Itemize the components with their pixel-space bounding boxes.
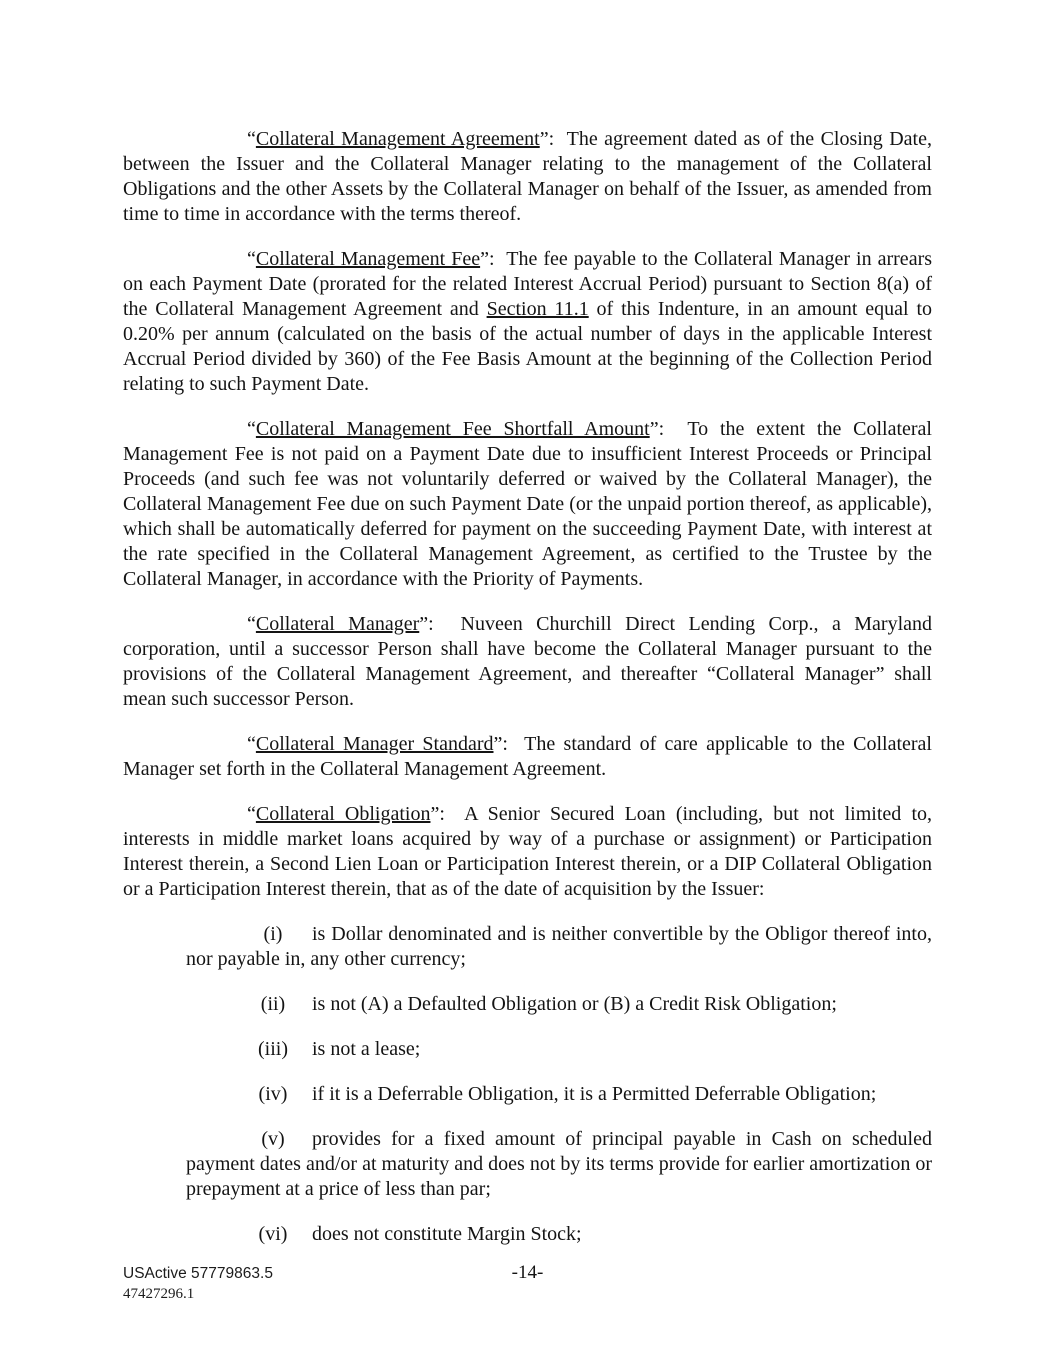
definition-term: Collateral Management Fee	[255, 248, 481, 270]
paragraph-text: of this Indenture, in an amount equal to 0.20% per annum (calculated on the basis of the actual number of days in the applicable Interest Accrual Period divided by 360) of the Fee Basis Amount at the beginning of the Collection Period relating to such Payment Date.	[123, 298, 933, 395]
paragraph-text: ”: A Senior Secured Loan (including, but not limited to, interests in middle market loans acquired by way of a purchase or assignment) or Participation Interest therein, a Second Lien Loan or Participation Interest therein, or a DIP Collateral Obligation or a Participation Interest therein, that as of the date of acquisition by the Issuer:	[123, 803, 933, 900]
list-item-text: provides for a fixed amount of principal payable in Cash on scheduled payment dates and/or at maturity and does not by its terms provide for earlier amortization or prepayment at a price of less than par;	[186, 1128, 932, 1200]
list-marker: (v)	[261, 1128, 285, 1150]
numbered-list	[123, 922, 932, 1247]
open-quote: “	[247, 418, 256, 440]
open-quote: “	[247, 803, 256, 825]
definition-paragraph-collateral-manager-standard	[123, 732, 932, 782]
list-item-text: is Dollar denominated and is neither convertible by the Obligor thereof into, nor payable in, any other currency;	[186, 923, 932, 970]
list-item-i	[186, 922, 932, 972]
list-item-vi	[186, 1222, 932, 1247]
list-marker: (iii)	[258, 1038, 288, 1060]
open-quote: “	[247, 248, 256, 270]
list-item-text: does not constitute Margin Stock;	[312, 1223, 582, 1245]
list-item-iv	[186, 1082, 932, 1107]
paragraph-text: ”: The fee payable to the Collateral Manager in arrears on each Payment Date (prorated for the related Interest Accrual Period) pursuant to Section 8(a) of the Collateral Management Agreement and	[123, 248, 933, 320]
definition-term: Collateral Manager Standard	[255, 733, 494, 755]
definition-paragraph-collateral-management-fee	[123, 247, 932, 397]
open-quote: “	[247, 613, 256, 635]
open-quote: “	[247, 733, 256, 755]
list-marker: (vi)	[258, 1223, 288, 1245]
list-item-text: if it is a Deferrable Obligation, it is a Permitted Deferrable Obligation;	[312, 1083, 877, 1105]
list-item-text: is not (A) a Defaulted Obligation or (B) a Credit Risk Obligation;	[312, 993, 837, 1015]
list-marker: (iv)	[258, 1083, 288, 1105]
paragraph-text: ”: The standard of care applicable to the Collateral Manager set forth in the Collateral Management Agreement.	[123, 733, 932, 780]
definition-paragraph-collateral-manager	[123, 612, 932, 712]
list-item-v	[186, 1127, 932, 1202]
page-number: -14-	[511, 1262, 544, 1283]
document-body	[123, 127, 932, 1267]
paragraph-text: ”: To the extent the Collateral Management Fee is not paid on a Payment Date due to insufficient Interest Proceeds or Principal Proceeds (and such fee was not voluntarily deferred or waived by the Collateral Manager), the Collateral Management Fee due on such Payment Date (or the unpaid portion thereof, as applicable), which shall be automatically deferred for payment on the succeeding Payment Date, with interest at the rate specified in the Collateral Management Agreement, as certified to the Trustee by the Collateral Manager, in accordance with the Priority of Payments.	[123, 418, 932, 590]
paragraph-text: ”: Nuveen Churchill Direct Lending Corp., a Maryland corporation, until a successor Person shall have become the Collateral Manager pursuant to the provisions of the Collateral Management Agreement, and thereafter “Collateral Manager” shall mean such successor Person.	[123, 613, 932, 710]
definition-paragraph-collateral-obligation	[123, 802, 932, 902]
list-item-iii	[186, 1037, 932, 1062]
definition-paragraph-collateral-management-fee-shortfall-amount	[123, 417, 932, 592]
definition-term: Collateral Obligation	[255, 803, 431, 825]
list-item-text: is not a lease;	[312, 1038, 421, 1060]
section-reference: Section 11.1	[486, 298, 589, 320]
list-marker: (ii)	[260, 993, 286, 1015]
footer-doc-id-line2: 47427296.1	[123, 1286, 195, 1302]
definition-term: Collateral Manager	[255, 613, 420, 635]
open-quote: “	[247, 128, 256, 150]
definition-paragraph-collateral-management-agreement	[123, 127, 932, 227]
definition-term: Collateral Management Agreement	[255, 128, 540, 150]
paragraph-text: ”: The agreement dated as of the Closing Date, between the Issuer and the Collateral Manager relating to the management of the Collateral Obligations and the other Assets by the Collateral Manager on behalf of the Issuer, as amended from time to time in accordance with the terms thereof.	[123, 128, 932, 225]
list-item-ii	[186, 992, 932, 1017]
definition-term: Collateral Management Fee Shortfall Amount	[255, 418, 650, 440]
list-marker: (i)	[263, 923, 283, 945]
footer-doc-id-line1: USActive 57779863.5	[123, 1265, 273, 1282]
